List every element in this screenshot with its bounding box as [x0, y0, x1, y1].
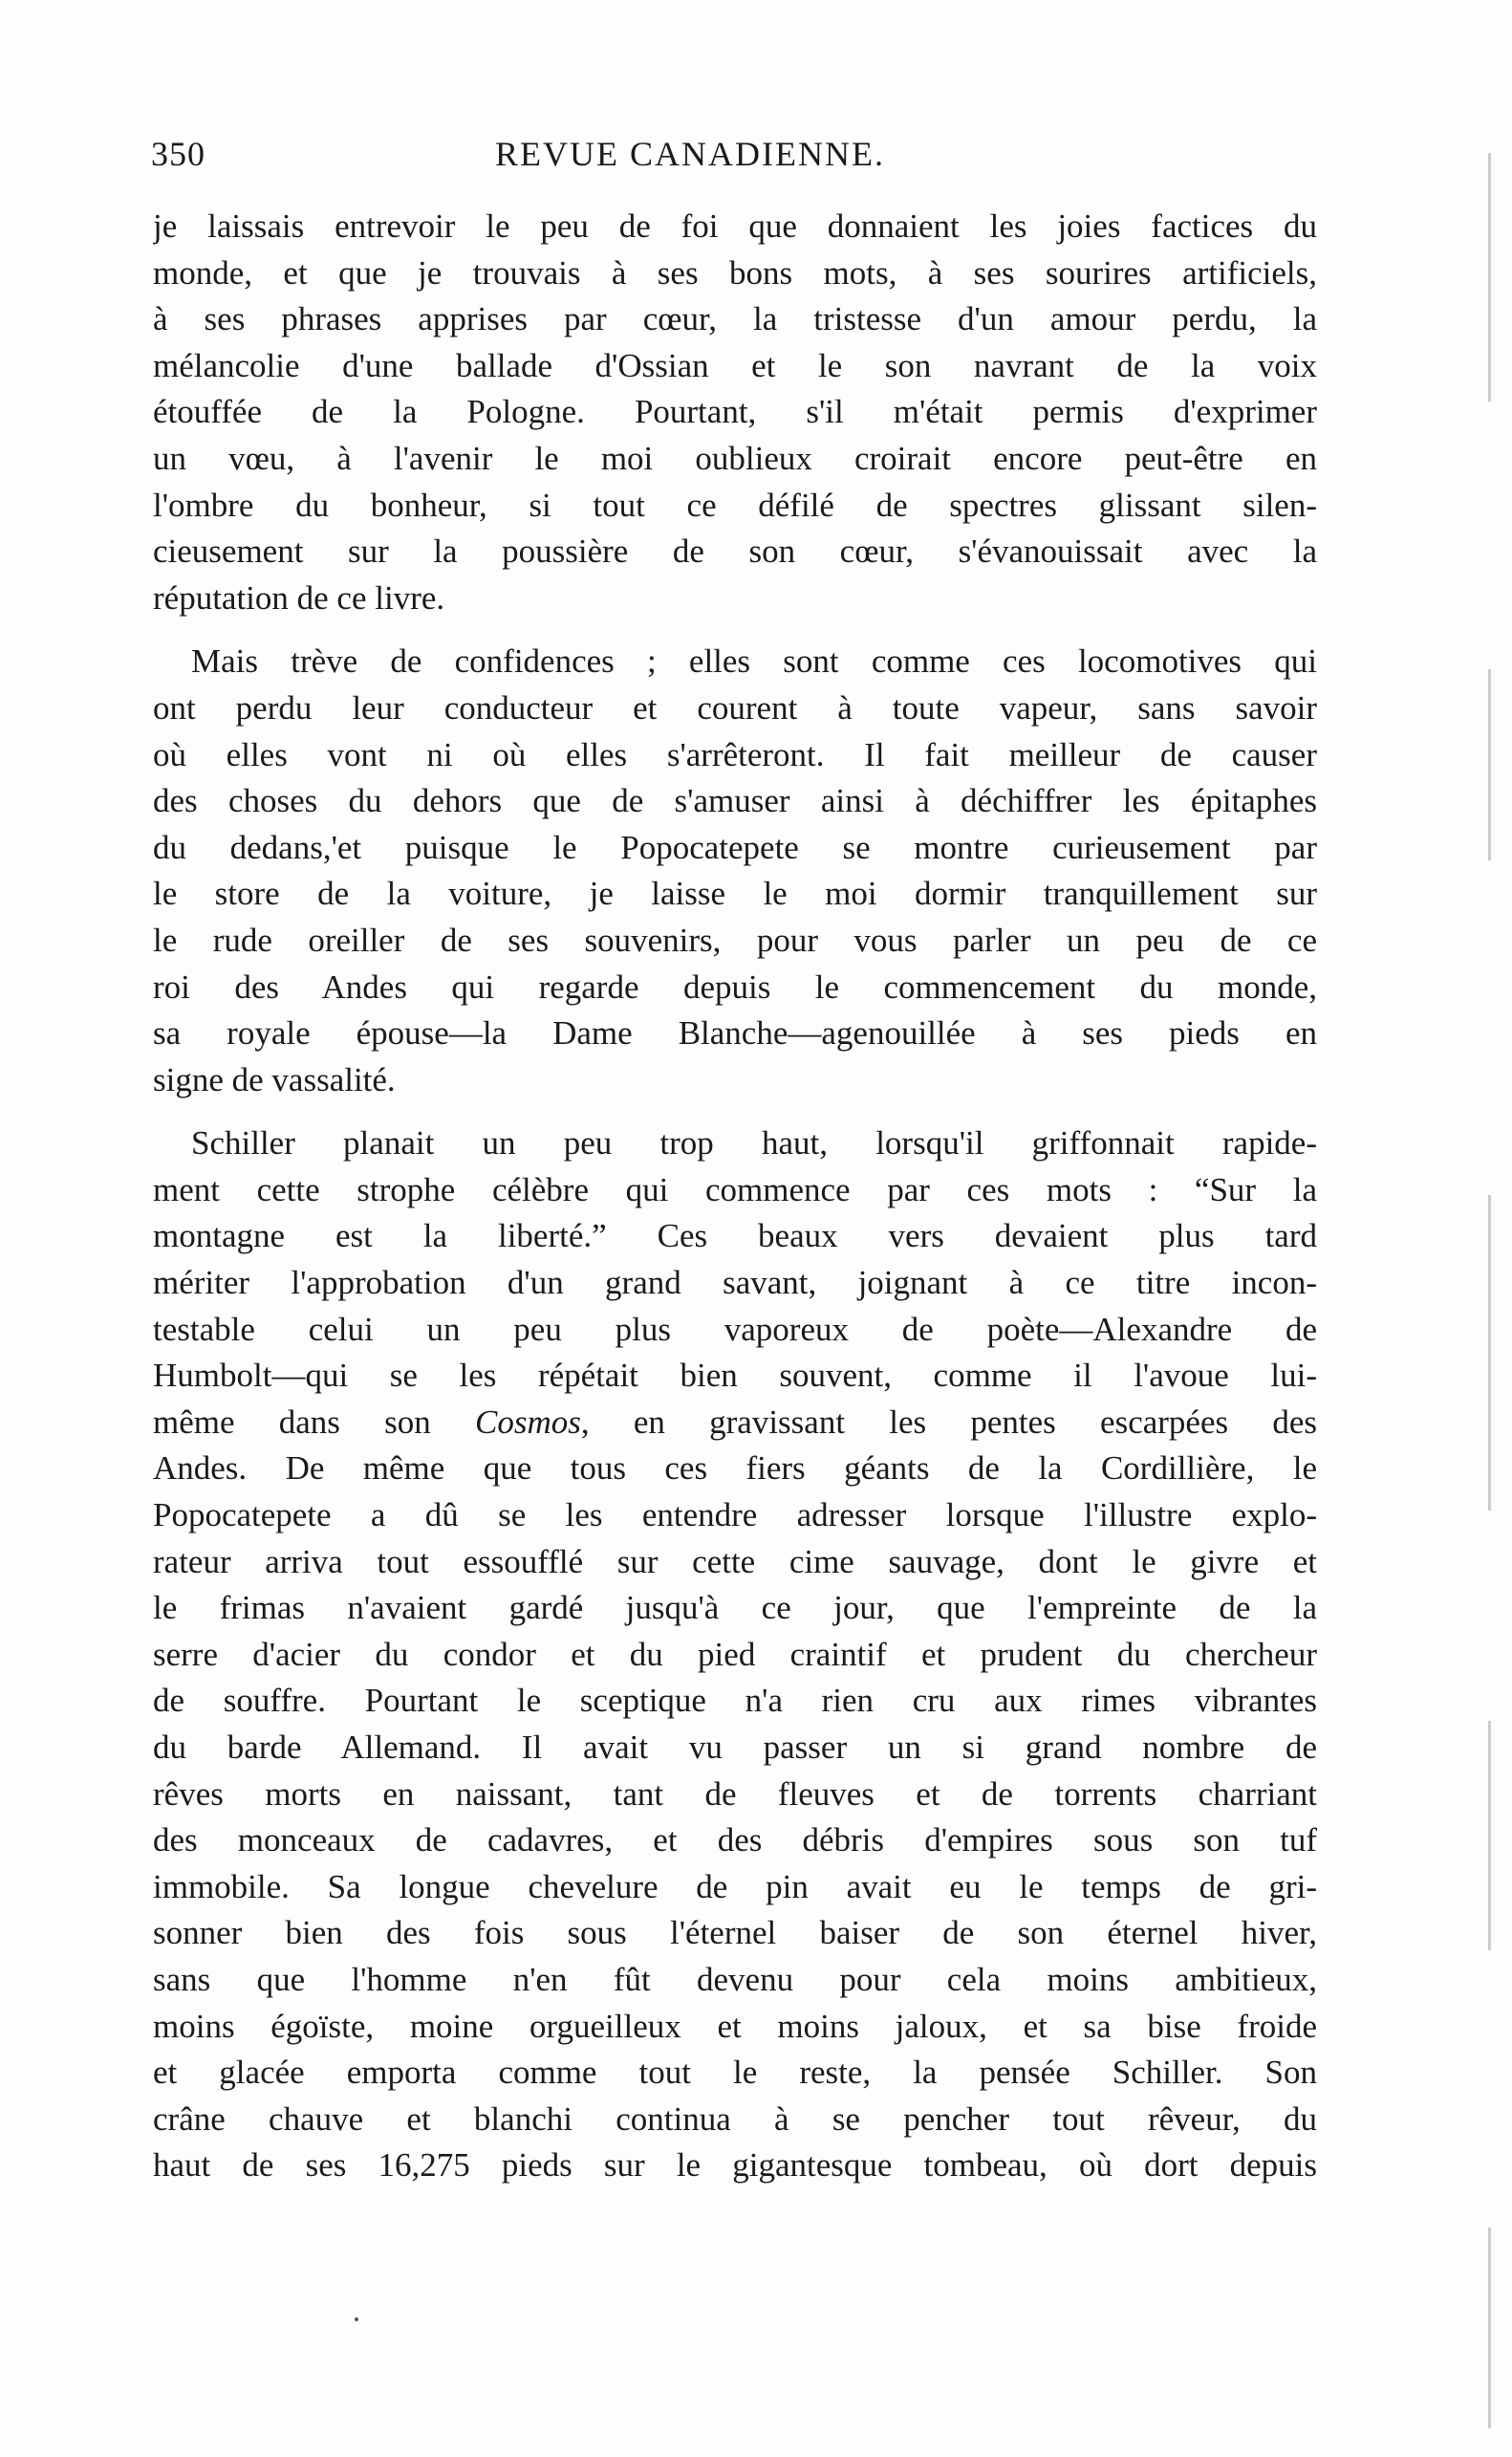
text-line: étouffée de la Pologne. Pourtant, s'il m'était permis d'exprimer — [153, 393, 1317, 431]
text-line: un vœu, à l'avenir le moi oublieux croirait encore peut-être en — [153, 439, 1317, 477]
paragraph-gap — [153, 621, 1317, 639]
paragraph-1 — [153, 204, 1317, 621]
text-line: ment cette strophe célèbre qui commence par ces mots : “Sur la — [153, 1170, 1317, 1208]
text-line: signe de vassalité. — [153, 1060, 396, 1098]
text-line: sans que l'homme n'en fût devenu pour cela moins ambitieux, — [153, 1960, 1317, 1998]
text-segment: même dans son — [153, 1402, 475, 1441]
text-line: Andes. De même que tous ces fiers géants de la Cordillière, le — [153, 1449, 1317, 1488]
text-line: haut de ses 16,275 pieds sur le gigantesque tombeau, où dort depuis — [153, 2146, 1317, 2185]
text-line: le store de la voiture, je laisse le moi dormir tranquillement sur — [153, 875, 1317, 913]
text-line: crâne chauve et blanchi continua à se pencher tout rêveur, du — [153, 2099, 1317, 2138]
italic-title: Cosmos — [475, 1402, 581, 1441]
scan-edge-mark — [1488, 2228, 1491, 2428]
text-line: serre d'acier du condor et du pied craintif et prudent du chercheur — [153, 1635, 1317, 1673]
text-line: ont perdu leur conducteur et courent à toute vapeur, sans savoir — [153, 688, 1317, 727]
text-segment: , en gravissant les pentes escarpées des — [580, 1402, 1317, 1441]
text-line: le rude oreiller de ses souvenirs, pour vous parler un peu de ce — [153, 921, 1317, 959]
paragraph-gap — [153, 1103, 1317, 1120]
scan-edge-mark — [1488, 1195, 1491, 1511]
text-line: des monceaux de cadavres, et des débris d'empires sous son tuf — [153, 1821, 1317, 1859]
text-line: sa royale épouse—la Dame Blanche—agenouillée à ses pieds en — [153, 1014, 1317, 1053]
scan-speck — [355, 2317, 358, 2321]
page-number: 350 — [151, 135, 205, 173]
text-line: Humbolt—qui se les répétait bien souvent, comme il l'avoue lui- — [153, 1357, 1317, 1395]
scan-edge-mark — [1488, 153, 1491, 402]
text-line: réputation de ce livre. — [153, 578, 445, 617]
text-line: roi des Andes qui regarde depuis le commencement du monde, — [153, 968, 1317, 1006]
text-line: des choses du dehors que de s'amuser ainsi à déchiffrer les épitaphes — [153, 782, 1317, 820]
text-line: l'ombre du bonheur, si tout ce défilé de spectres glissant silen- — [153, 486, 1317, 524]
text-line: Schiller planait un peu trop haut, lorsqu'il griffonnait rapide- — [191, 1124, 1317, 1163]
text-line: sonner bien des fois sous l'éternel baiser de son éternel hiver, — [153, 1914, 1317, 1952]
text-line: monde, et que je trouvais à ses bons mots, à ses sourires artificiels, — [153, 253, 1317, 292]
text-line: de souffre. Pourtant le sceptique n'a rien cru aux rimes vibrantes — [153, 1682, 1317, 1720]
text-line: Popocatepete a dû se les entendre adresser lorsque l'illustre explo- — [153, 1496, 1317, 1534]
text-line: je laissais entrevoir le peu de foi que donnaient les joies factices du — [153, 207, 1317, 245]
paragraph-3 — [153, 1120, 1317, 2189]
paragraph-2 — [153, 639, 1317, 1103]
text-line: du barde Allemand. Il avait vu passer un si grand nombre de — [153, 1729, 1317, 1766]
text-line: le frimas n'avaient gardé jusqu'à ce jour, que l'empreinte de la — [153, 1589, 1317, 1627]
text-line: cieusement sur la poussière de son cœur, s'évanouissait avec la — [153, 533, 1317, 571]
scan-edge-mark — [1488, 1721, 1491, 1950]
text-line-with-italic — [153, 1400, 1317, 1446]
text-line: où elles vont ni où elles s'arrêteront. Il fait meilleur de causer — [153, 735, 1317, 773]
text-line: montagne est la liberté.” Ces beaux vers devaient plus tard — [153, 1217, 1317, 1255]
body-text — [153, 204, 1317, 2189]
page-header — [151, 134, 1317, 176]
text-line: à ses phrases apprises par cœur, la tristesse d'un amour perdu, la — [153, 300, 1317, 338]
running-head: REVUE CANADIENNE. — [495, 135, 885, 173]
text-line: mériter l'approbation d'un grand savant, joignant à ce titre incon- — [153, 1264, 1317, 1302]
text-line: rêves morts en naissant, tant de fleuves et de torrents charriant — [153, 1774, 1317, 1813]
text-line: moins égoïste, moine orgueilleux et moins jaloux, et sa bise froide — [153, 2007, 1317, 2045]
text-line: et glacée emporta comme tout le reste, la pensée Schiller. Son — [153, 2054, 1317, 2092]
text-line: du dedans,'et puisque le Popocatepete se montre curieusement par — [153, 828, 1317, 866]
text-line: testable celui un peu plus vaporeux de poète—Alexandre de — [153, 1310, 1317, 1348]
text-line: rateur arriva tout essoufflé sur cette cime sauvage, dont le givre et — [153, 1542, 1317, 1580]
scan-edge-mark — [1488, 669, 1491, 860]
text-line: immobile. Sa longue chevelure de pin avait eu le temps de gri- — [153, 1867, 1317, 1905]
text-line: Mais trève de confidences ; elles sont comme ces locomotives qui — [191, 642, 1317, 681]
text-line: mélancolie d'une ballade d'Ossian et le son navrant de la voix — [153, 346, 1317, 384]
